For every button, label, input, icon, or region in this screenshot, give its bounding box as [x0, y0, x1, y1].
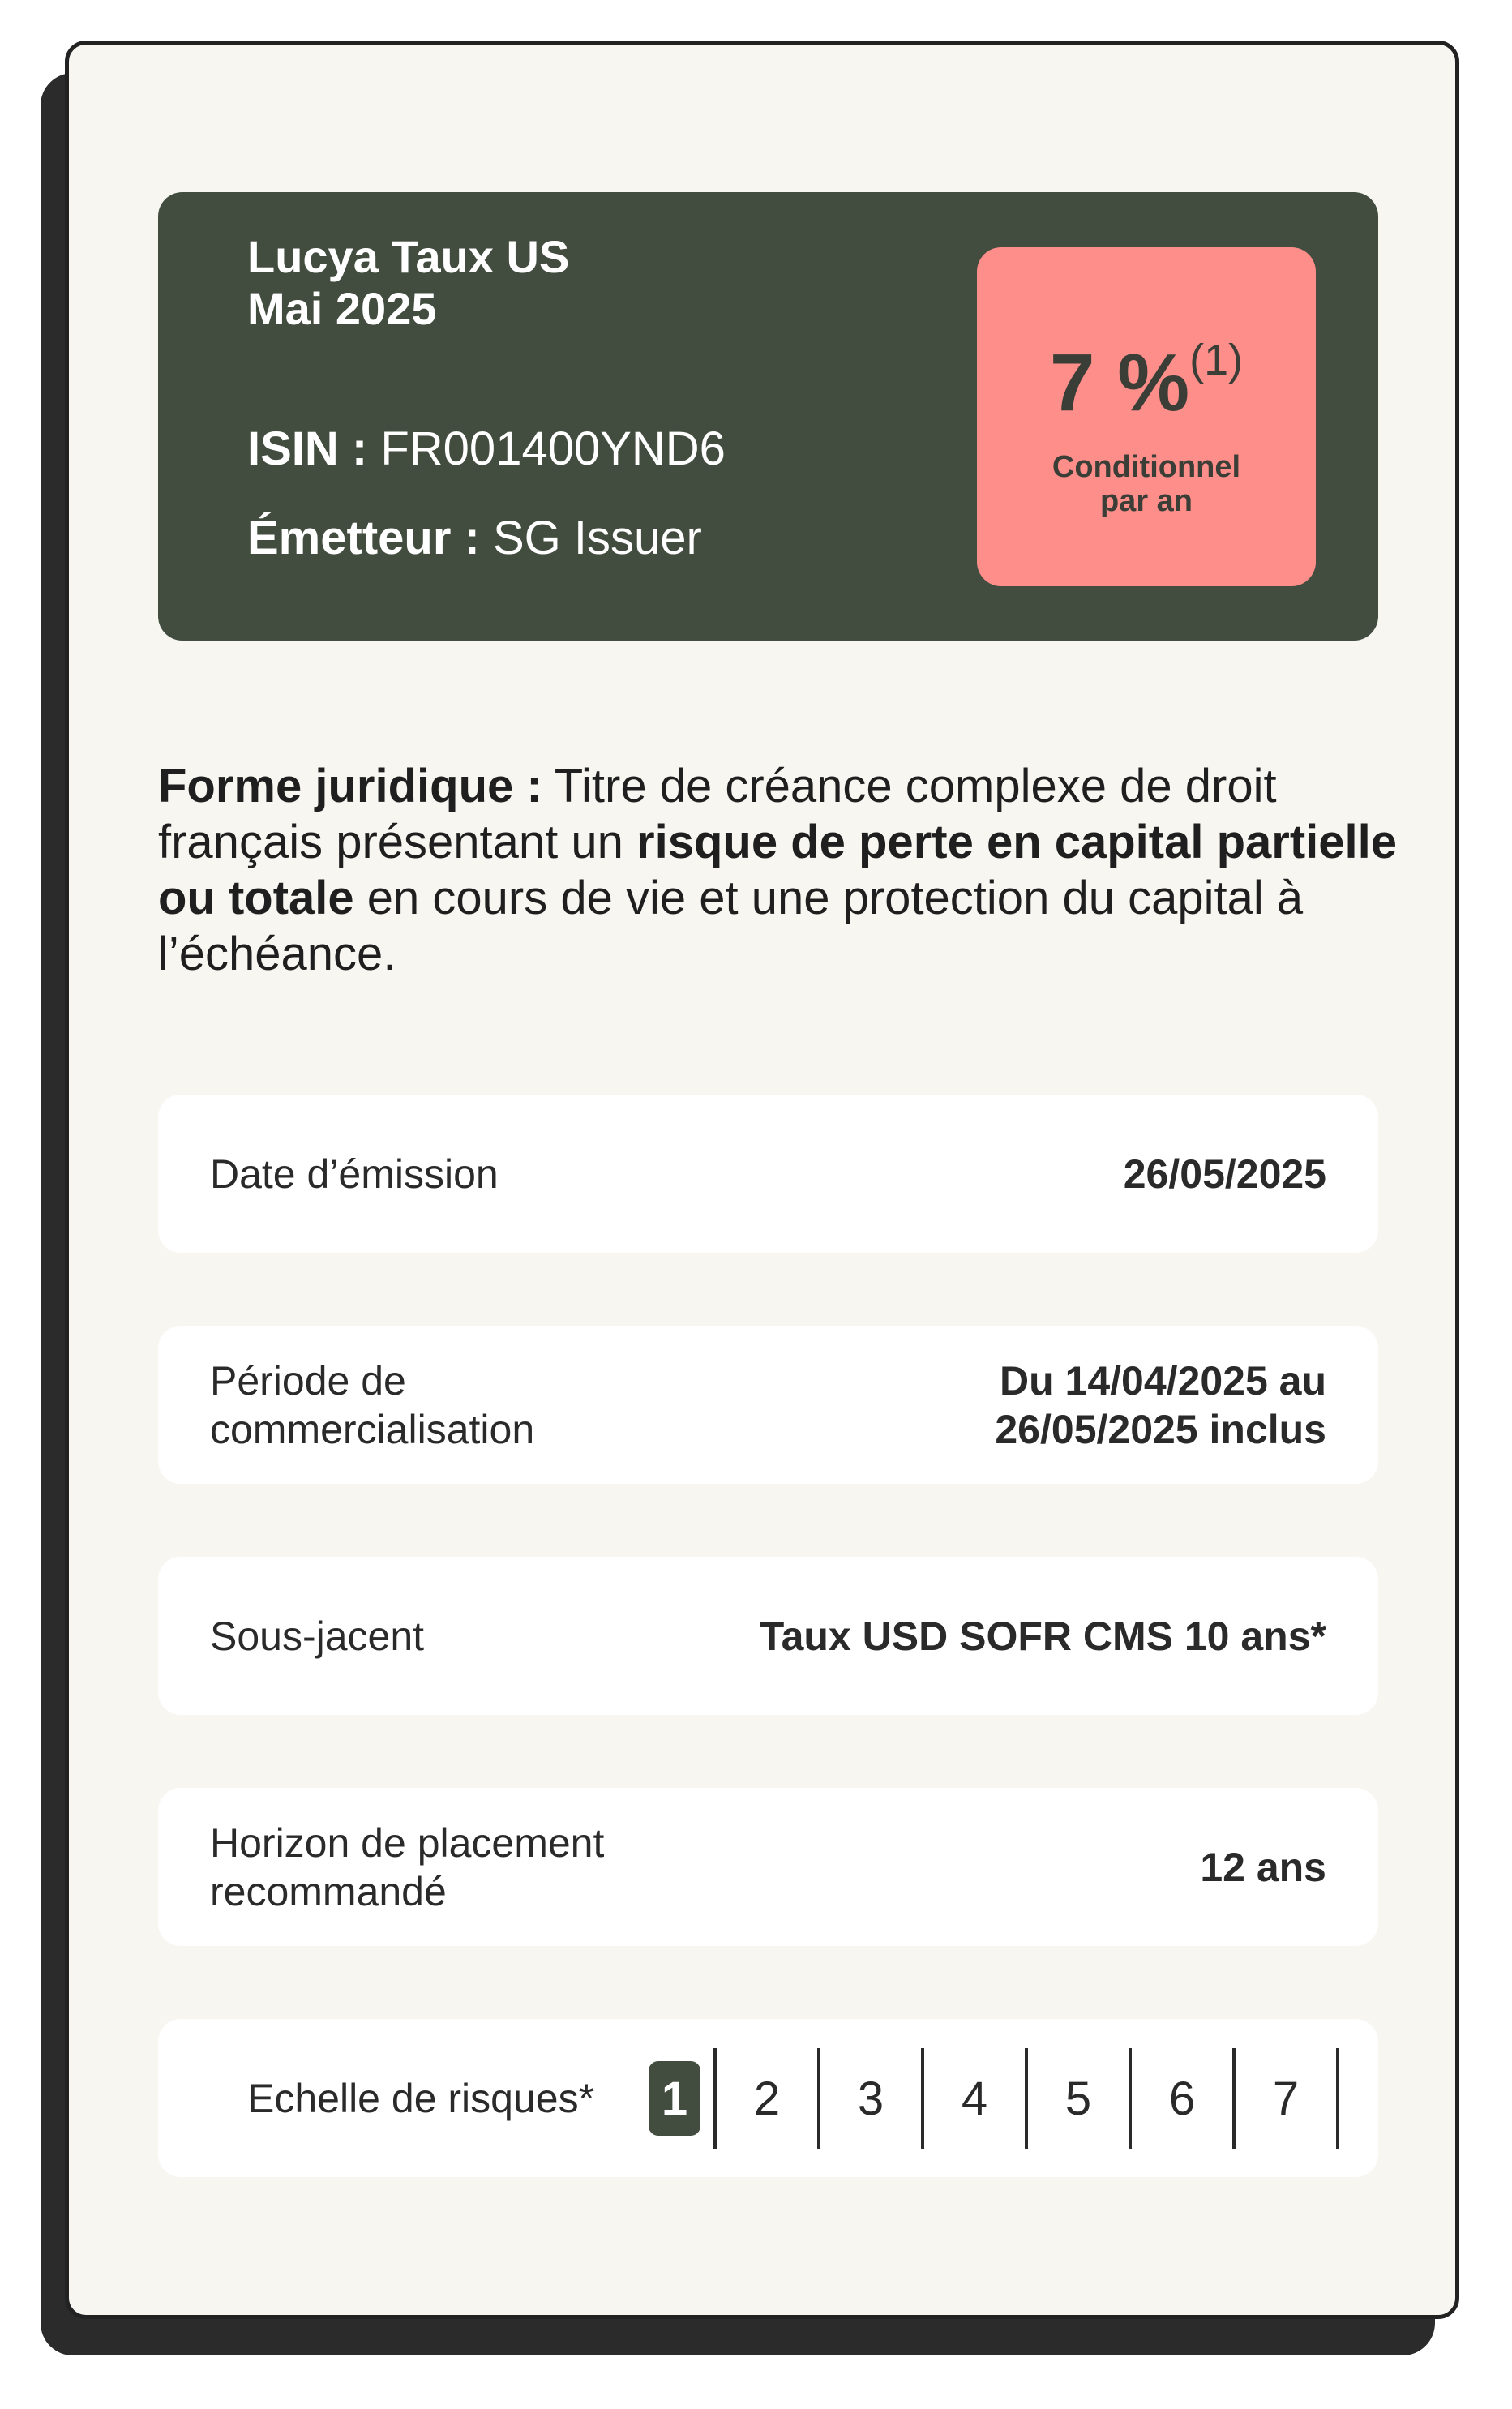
underlying-label: Sous-jacent — [210, 1613, 425, 1659]
issuer-value: SG Issuer — [492, 512, 702, 564]
risk-level-7 — [1236, 2048, 1339, 2149]
risk-level-number: 7 — [1272, 2072, 1300, 2125]
product-header — [158, 192, 1378, 641]
risk-level-number: 4 — [961, 2072, 988, 2125]
isin-label: ISIN : — [247, 422, 368, 475]
issuer-line — [247, 510, 702, 567]
risk-scale-label: Echelle de risques* — [247, 2075, 595, 2121]
risk-level-number: 6 — [1168, 2072, 1196, 2125]
legal-form-risk: risque de perte en capital partielle ou totale — [158, 816, 1398, 924]
marketing-period-row — [158, 1326, 1378, 1484]
rate-caption-line2: par an — [1099, 484, 1193, 518]
isin-value: FR001400YND6 — [380, 422, 726, 475]
legal-form-text-part1: Titre de créance complexe de droit français présentant un — [158, 760, 1277, 868]
issue-date-row — [158, 1095, 1378, 1253]
underlying-row — [158, 1557, 1378, 1715]
rate-badge — [977, 247, 1316, 586]
rate-caption — [977, 450, 1316, 518]
risk-level-5 — [1028, 2048, 1132, 2149]
product-name: Lucya Taux US — [247, 231, 570, 282]
risk-level-number: 5 — [1064, 2072, 1092, 2125]
underlying-value: Taux USD SOFR CMS 10 ans* — [759, 1613, 1326, 1659]
risk-level-1 — [649, 2048, 717, 2149]
risk-level-number: 1 — [649, 2061, 700, 2136]
marketing-period-label: Période de commercialisation — [210, 1357, 535, 1452]
rate-footnote: (1) — [1189, 336, 1244, 384]
risk-level-2 — [717, 2048, 820, 2149]
legal-form-text — [158, 758, 1398, 982]
horizon-label: Horizon de placement recommandé — [210, 1820, 605, 1914]
marketing-period-value: Du 14/04/2025 au 26/05/2025 inclus — [995, 1357, 1326, 1452]
legal-form-text-part2: en cours de vie et une protection du capital à l’échéance. — [158, 872, 1304, 980]
risk-level-4 — [924, 2048, 1028, 2149]
issue-date-label: Date d’émission — [210, 1151, 499, 1197]
horizon-value: 12 ans — [1200, 1844, 1326, 1890]
legal-form-label: Forme juridique : — [158, 760, 542, 812]
rate-value-line — [977, 338, 1316, 427]
horizon-row — [158, 1788, 1378, 1946]
issue-date-value: 26/05/2025 — [1123, 1151, 1326, 1197]
risk-scale-row — [158, 2019, 1378, 2177]
product-title — [247, 231, 569, 335]
rate-caption-line1: Conditionnel — [1052, 450, 1241, 484]
rate-value: 7 % — [1049, 337, 1190, 428]
risk-level-6 — [1132, 2048, 1236, 2149]
risk-level-3 — [820, 2048, 924, 2149]
issuer-label: Émetteur : — [247, 512, 480, 564]
risk-scale — [649, 2048, 1339, 2149]
product-card — [65, 41, 1459, 2319]
product-edition: Mai 2025 — [247, 283, 437, 334]
risk-level-number: 3 — [857, 2072, 884, 2125]
isin-line — [247, 421, 726, 478]
risk-level-number: 2 — [753, 2072, 781, 2125]
